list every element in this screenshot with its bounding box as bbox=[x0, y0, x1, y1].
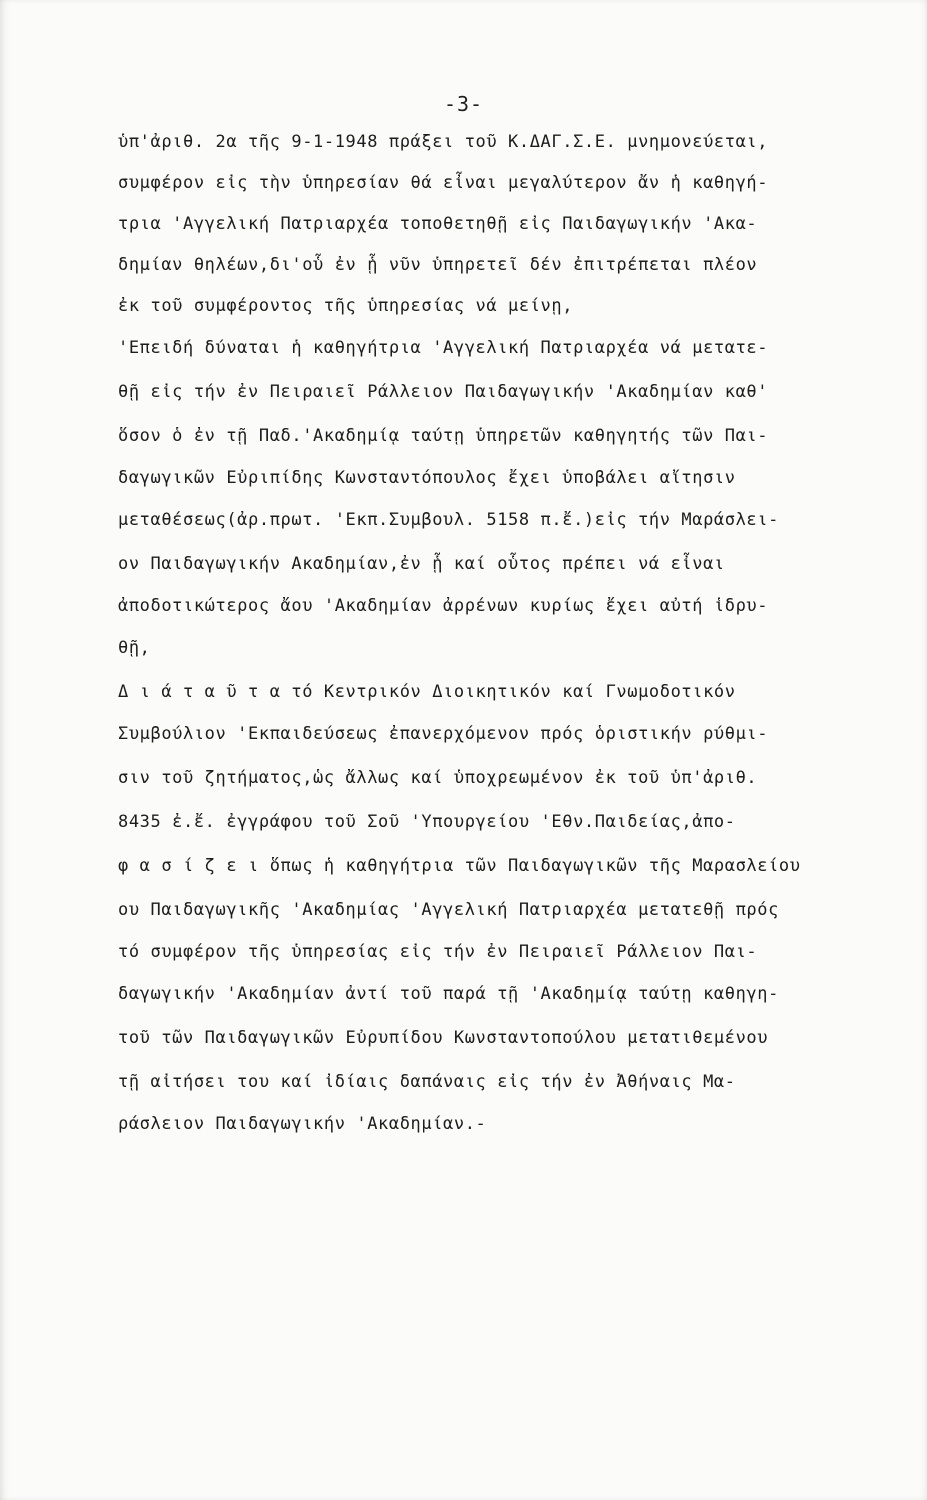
text-line: ἐκ τοῦ συμφέροντος τῆς ὑπηρεσίας νά μείνῃ, bbox=[118, 296, 574, 316]
text-line: τρια 'Αγγελική Πατριαρχέα τοποθετηθῇ εἰς Παιδαγωγικήν 'Ακα- bbox=[118, 214, 758, 234]
text-line: τοῦ τῶν Παιδαγωγικῶν Εὐρυπίδου Κωνσταντοπούλου μετατιθεμένου bbox=[118, 1028, 769, 1048]
text-line: θῇ εἰς τήν ἐν Πειραιεῖ Ράλλειον Παιδαγωγικήν 'Ακαδημίαν καθ' bbox=[118, 382, 769, 402]
text-line: δαγωγικῶν Εὐριπίδης Κωνσταντόπουλος ἔχει ὑποβάλει αἴτησιν bbox=[118, 468, 736, 488]
text-line: ὅσον ὁ ἐν τῇ Παδ.'Ακαδημίᾳ ταύτῃ ὑπηρετῶν καθηγητής τῶν Παι- bbox=[118, 426, 769, 446]
text-line: ὑπ'ἀριθ. 2α τῆς 9-1-1948 πράξει τοῦ Κ.ΔΑΓ.Σ.Ε. μνημονεύεται, bbox=[118, 132, 769, 152]
text-line: σιν τοῦ ζητήματος,ὡς ἄλλως καί ὑποχρεωμένον ἐκ τοῦ ὑπ'ἀριθ. bbox=[118, 768, 758, 788]
text-line: Δ ι ά τ α ῦ τ α τό Κεντρικόν Διοικητικόν καί Γνωμοδοτικόν bbox=[118, 682, 736, 702]
text-line: 'Επειδή δύναται ἡ καθηγήτρια 'Αγγελική Πατριαρχέα νά μετατε- bbox=[118, 338, 769, 358]
text-line: συμφέρον εἰς τὴν ὑπηρεσίαν θά εἶναι μεγαλύτερον ἄν ἡ καθηγή- bbox=[118, 173, 769, 193]
text-line: τό συμφέρον τῆς ὑπηρεσίας εἰς τήν ἐν Πειραιεῖ Ράλλειον Παι- bbox=[118, 942, 758, 962]
text-line: ράσλειον Παιδαγωγικήν 'Ακαδημίαν.- bbox=[118, 1114, 487, 1134]
text-line: μεταθέσεως(ἀρ.πρωτ. 'Εκπ.Συμβουλ. 5158 π.ἔ.)εἰς τήν Μαράσλει- bbox=[118, 510, 779, 530]
text-line: θῇ, bbox=[118, 638, 151, 658]
text-line: ον Παιδαγωγικήν Ακαδημίαν,ἐν ᾗ καί οὗτος πρέπει νά εἶναι bbox=[118, 554, 725, 574]
text-line: τῇ αἰτήσει του καί ἰδίαις δαπάναις εἰς τήν ἐν Ἀθήναις Μα- bbox=[118, 1072, 736, 1092]
text-line: Συμβούλιον 'Εκπαιδεύσεως ἐπανερχόμενον πρός ὁριστικήν ρύθμι- bbox=[118, 724, 769, 744]
text-line: δημίαν θηλέων,δι'οὗ ἐν ᾗ νῦν ὑπηρετεῖ δέν ἐπιτρέπεται πλέον bbox=[118, 255, 758, 275]
text-line: φ α σ ί ζ ε ι ὅπως ἡ καθηγήτρια τῶν Παιδαγωγικῶν τῆς Μαρασλείου bbox=[118, 856, 801, 876]
text-line: 8435 ἐ.ἔ. ἐγγράφου τοῦ Σοῦ 'Υπουργείου 'Εθν.Παιδείας,ἀπο- bbox=[118, 812, 736, 832]
text-line: ου Παιδαγωγικῆς 'Ακαδημίας 'Αγγελική Πατριαρχέα μετατεθῇ πρός bbox=[118, 900, 779, 920]
text-line: ἀποδοτικώτερος ἄου 'Ακαδημίαν ἀρρένων κυρίως ἔχει αὐτή ἱδρυ- bbox=[118, 596, 769, 616]
page-number: -3- bbox=[443, 92, 484, 116]
text-line: δαγωγικήν 'Ακαδημίαν ἀντί τοῦ παρά τῇ 'Ακαδημίᾳ ταύτῃ καθηγη- bbox=[118, 984, 779, 1004]
